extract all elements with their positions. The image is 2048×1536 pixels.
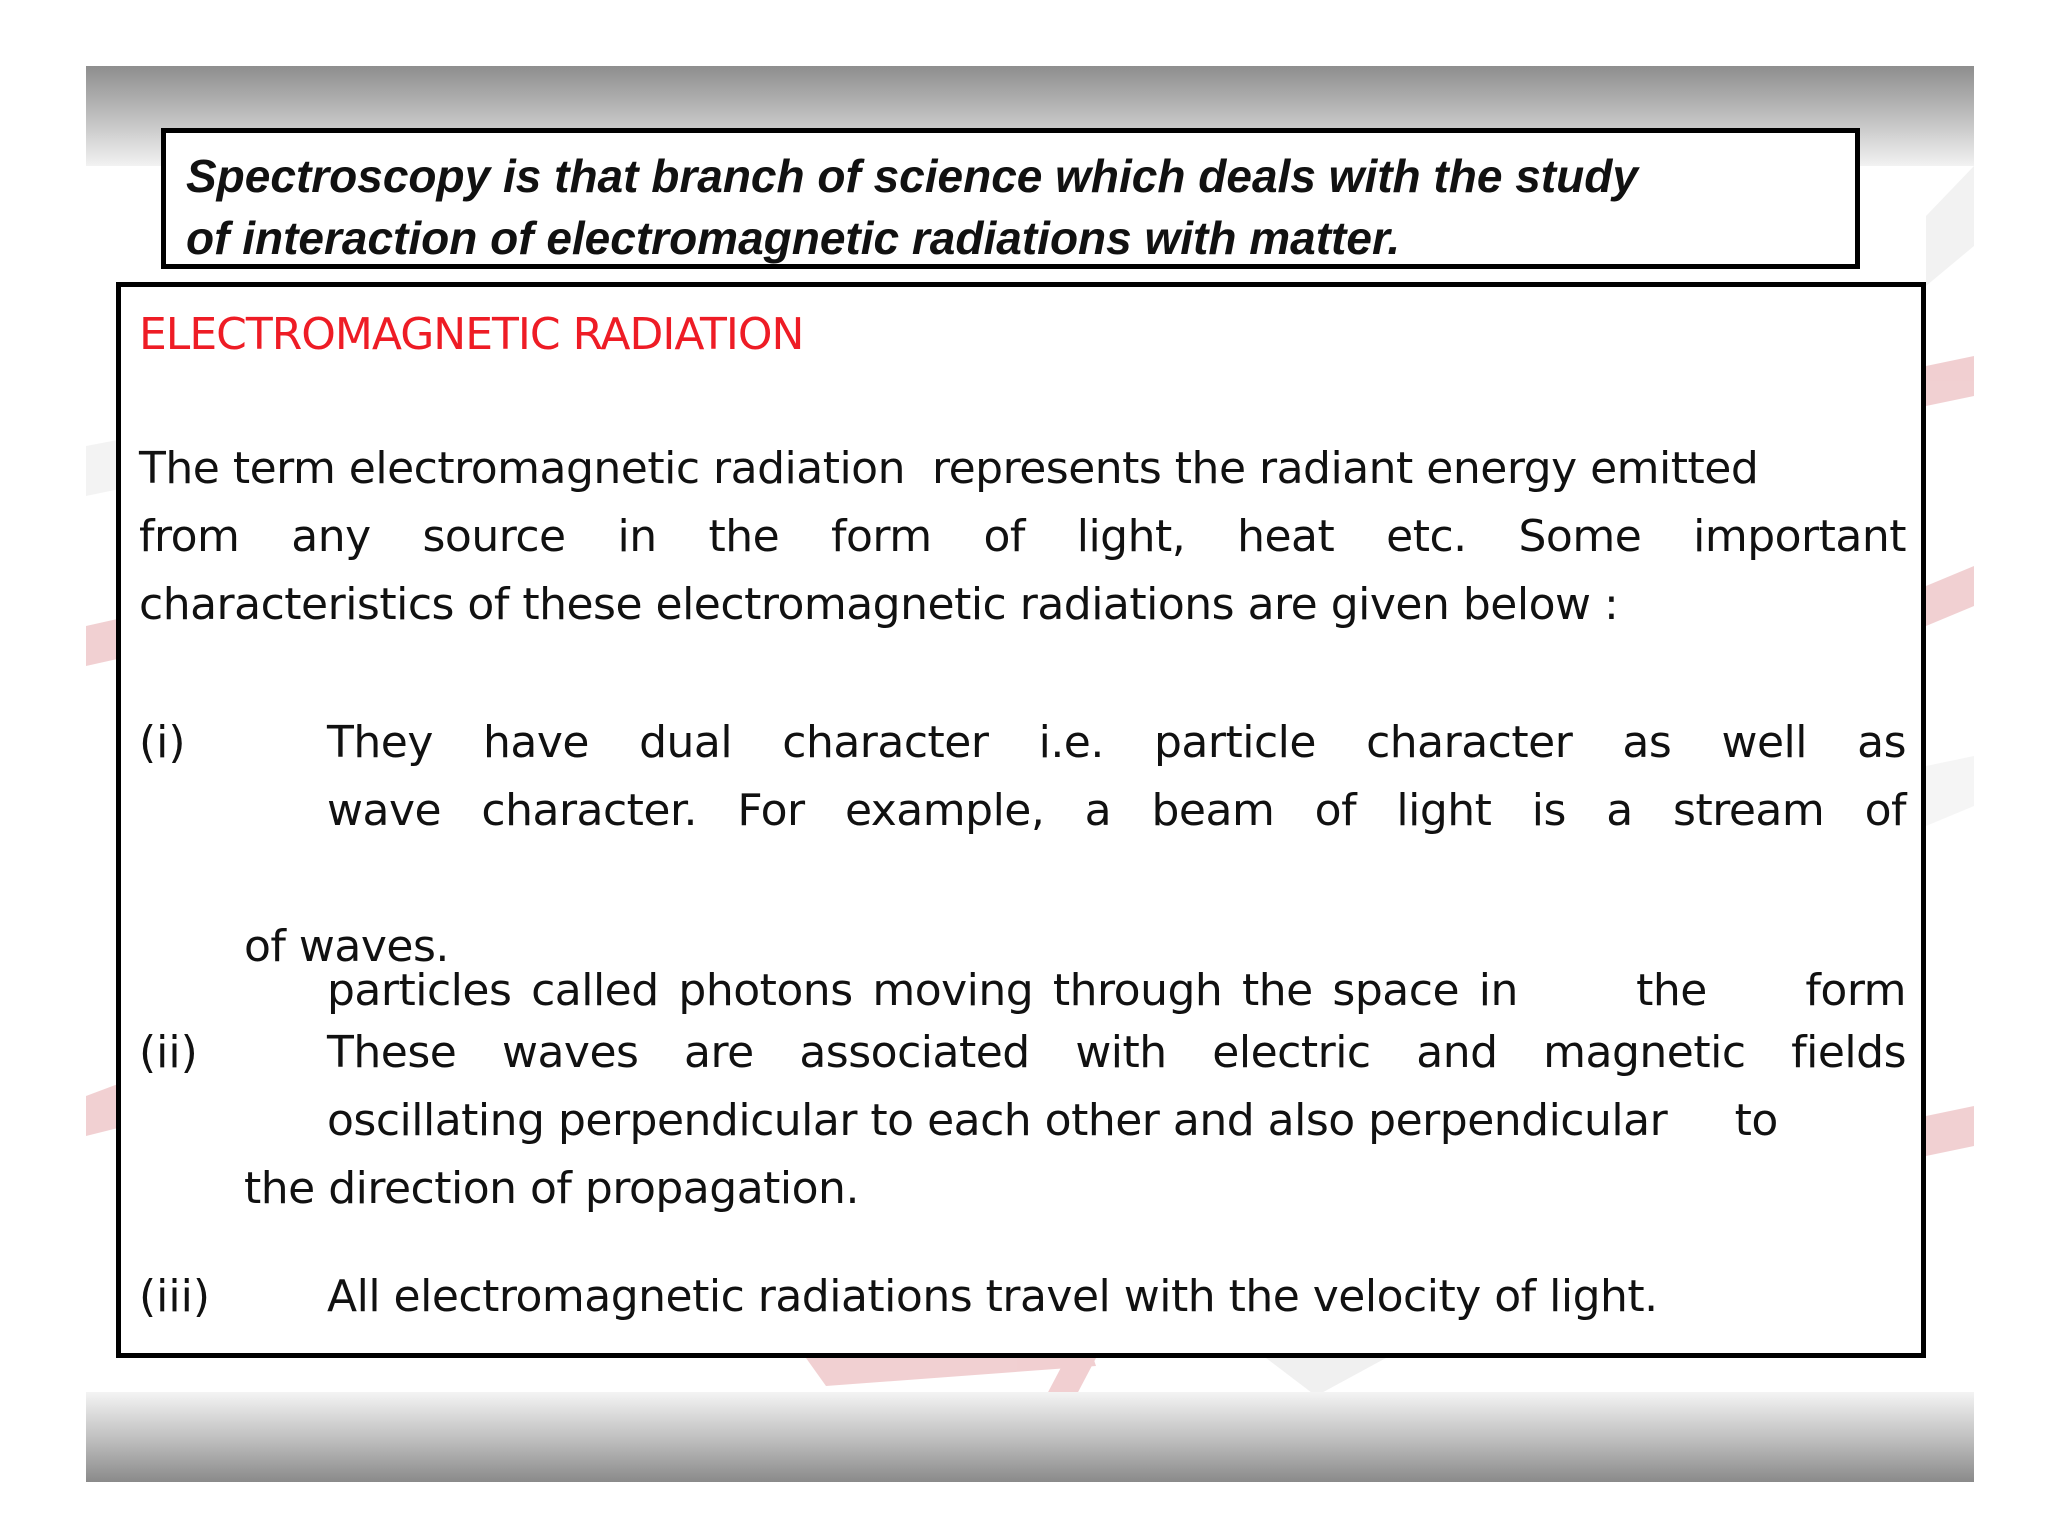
definition-line-2: of interaction of electromagnetic radiations with matter.: [186, 212, 1401, 264]
item-iii-line-1: All electromagnetic radiations travel with the velocity of light.: [327, 1271, 1658, 1322]
item-ii-line-1: These waves are associated with electric and magnetic fields: [327, 1027, 1906, 1078]
item-i-line-1: They have dual character i.e. particle character as well as: [327, 717, 1906, 768]
item-i-line-4: of waves.: [244, 921, 449, 972]
intro-line-1: [139, 441, 1906, 497]
item-ii-line-3: the direction of propagation.: [244, 1163, 859, 1214]
item-i-line-2: wave character. For example, a beam of light is a stream of: [327, 785, 1906, 836]
content-box: [116, 282, 1926, 1358]
item-i-line-3: [327, 851, 1906, 1131]
intro-line-1-text: The term electromagnetic radiation represents the radiant energy emitted: [139, 443, 1759, 494]
definition-line-1: Spectroscopy is that branch of science which deals with the study: [186, 150, 1638, 202]
item-i-line-3-text: particles called photons moving through the space in the form: [327, 965, 1906, 1016]
bottom-gradient-band: [86, 1392, 1974, 1482]
item-marker-iii: (iii): [139, 1271, 211, 1322]
item-marker-ii: (ii): [139, 1027, 198, 1078]
slide: [86, 66, 1974, 1482]
section-heading: ELECTROMAGNETIC RADIATION: [139, 309, 804, 360]
item-marker-i: (i): [139, 717, 186, 768]
intro-line-3: characteristics of these electromagnetic radiations are given below :: [139, 579, 1619, 630]
definition-box: [161, 128, 1860, 269]
intro-line-2: from any source in the form of light, heat etc. Some important: [139, 511, 1906, 562]
item-ii-line-2: oscillating perpendicular to each other and also perpendicular to: [327, 1095, 1778, 1146]
